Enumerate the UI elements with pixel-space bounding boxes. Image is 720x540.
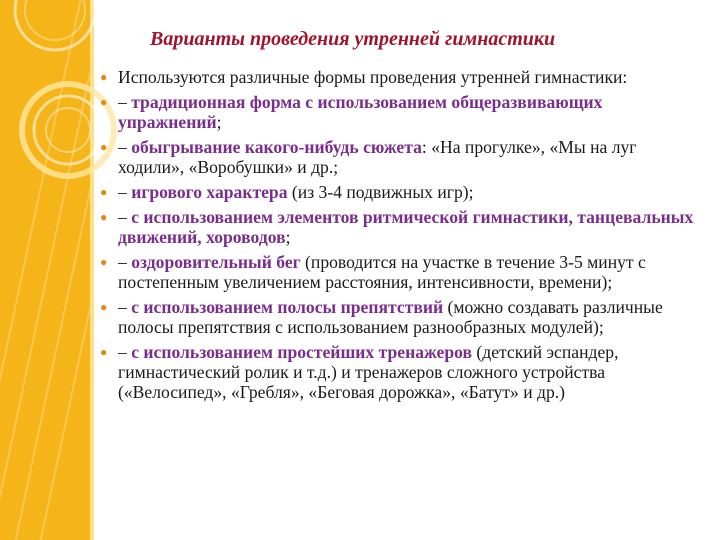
item-highlight: с использованием полосы препятствий [131,297,444,317]
item-dash: – [118,297,132,317]
bullet-list [96,67,696,407]
list-item [96,137,696,177]
slide-title: Варианты проведения утренней гимнастики [150,28,556,50]
item-highlight: игрового характера [131,182,288,202]
bullet-icon: ● [100,185,108,199]
bullet-icon: ● [100,300,108,314]
list-item [96,297,696,337]
bullet-icon: ● [100,345,108,359]
item-highlight: с использованием элементов ритмической гимнастики, танцевальных движений, хороводов [118,207,694,247]
item-text-after: (из 3-4 подвижных игр); [287,182,474,202]
item-dash: – [118,92,132,112]
item-text-after: (детский эспандер, гимнастический ролик и т.д.) и тренажеров сложного устройства («Велосипед», «Гребля», «Беговая дорожка», «Батут» и др.) [118,342,619,402]
item-text-after: (можно создавать различные полосы препятствия с использованием разнообразных модулей); [118,297,663,337]
band-edge [90,0,94,540]
item-text-after: : «На прогулке», «Мы на луг ходили», «Воробушки» и др.; [118,137,637,177]
item-dash: – [118,182,132,202]
item-text-after: ; [216,112,222,132]
list-item [96,92,696,132]
bullet-icon: ● [100,210,108,224]
item-text-after: ; [285,227,291,247]
bullet-icon: ● [100,95,108,109]
list-item [96,182,696,202]
bullet-icon: ● [100,70,108,84]
item-highlight: традиционная форма с использованием общеразвивающих упражнений [118,92,603,132]
item-highlight: с использованием простейших тренажеров [131,342,472,362]
decorative-side-band [0,0,90,540]
item-dash: – [118,207,132,227]
item-text: Используются различные формы проведения утренней гимнастики: [118,67,628,87]
band-stripe [0,0,90,540]
bullet-icon: ● [100,255,108,269]
list-item [96,207,696,247]
bullet-icon: ● [100,140,108,154]
item-highlight: обыгрывание какого-нибудь сюжета [131,137,422,157]
item-dash: – [118,252,132,272]
item-dash: – [118,342,132,362]
list-item [96,342,696,402]
list-item [96,252,696,292]
list-item [96,67,696,87]
item-highlight: оздоровительный бег [131,252,301,272]
item-dash: – [118,137,132,157]
item-text-after: (проводится на участке в течение 3-5 минут с постепенным увеличением расстояния, интенсивности, времени); [118,252,646,292]
